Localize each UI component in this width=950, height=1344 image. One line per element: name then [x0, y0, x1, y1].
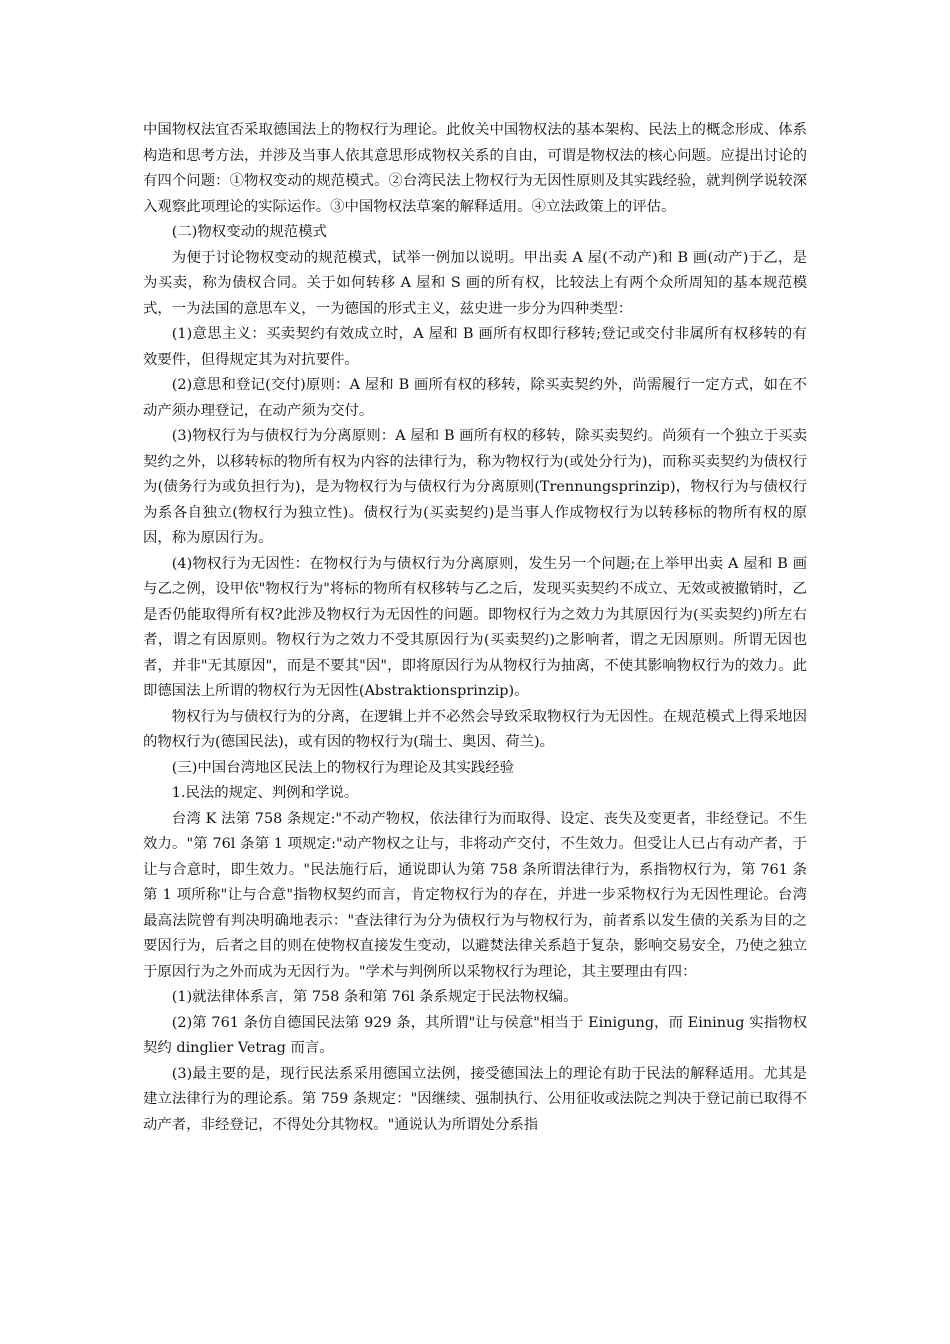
- list-item-4: (4)物权行为无因性：在物权行为与债权行为分离原则，发生另一个问题;在上举甲出卖 A 屋和 B 画与乙之例，设甲依"物权行为"将标的物所有权移转与乙之后，发现买卖契约不成立、无效或被撤销时，乙是否仍能取得所有权?此涉及物权行为无因性的问题。即物权行为之效力为其原因行为(买卖契约)所左右者，谓之有因原则。物权行为之效力不受其原因行为(买卖契约)之影响者，谓之无因原则。所谓无因也者，并非"无其原因"，而是不要其"因"，即将原因行为从物权行为抽离，不使其影响物权行为的效力。此即德国法上所谓的物权行为无因性(Abstraktionsprinzip)。: [143, 555, 807, 699]
- subsection-heading-1: 1.民法的规定、判例和学说。: [171, 785, 359, 801]
- paragraph-separation: 物权行为与债权行为的分离，在逻辑上并不必然会导致采取物权行为无因性。在规范模式上得采地因的物权行为(德国民法)，或有因的物权行为(瑞士、奥因、荷兰)。: [143, 708, 807, 750]
- list-item-3: (3)物权行为与债权行为分离原则：A 屋和 B 画所有权的移转，除买卖契约。尚须有一个独立于买卖契约之外，以移转标的物所有权为内容的法律行为，称为物权行为(或处分行为)，而称买卖契约为债权行为(债务行为或负担行为)，是为物权行为与债权行为分离原则(Trennungsprinzip)，物权行为与债权行为系各自独立(物权行为独立性)。债权行为(买卖契约)是当事人作成物权行为以转移标的物所有权的原因，称为原因行为。: [143, 428, 807, 546]
- reason-item-1: (1)就法律体系言，第 758 条和第 76l 条系规定于民法物权编。: [171, 989, 578, 1005]
- reason-item-2: (2)第 761 条仿自德国民法第 929 条，其所谓"让与侯意"相当于 Einigung，而 Eininug 实指物权契约 dinglier Vetrag 而言。: [143, 1014, 807, 1056]
- section-heading-2: (二)物权变动的规范模式: [171, 224, 327, 240]
- paragraph-example: 为便于讨论物权变动的规范模式，试举一例加以说明。甲出卖 A 屋(不动产)和 B 画(动产)于乙，是为买卖，称为债权合同。关于如何转移 A 屋和 S 画的所有权，比较法上有两个众所周知的基本规范模式，一为法国的意思车义，一为德国的形式主义，兹史进一步分为四种类型：: [143, 249, 807, 317]
- section-heading-3: (三)中国台湾地区民法上的物权行为理论及其实践经验: [171, 759, 515, 776]
- document-body: [143, 118, 807, 1138]
- paragraph-intro: 中国物权法宜否采取德国法上的物权行为理论。此攸关中国物权法的基本架构、民法上的概念形成、体系构造和思考方法，并涉及当事人依其意思形成物权关系的自由，可谓是物权法的核心问题。应提出讨论的有四个问题：①物权变动的规范模式。②台湾民法上物权行为无因性原则及其实践经验，就判例学说较深入观察此项理论的实际运作。③中国物权法草案的解释适用。④立法政策上的评估。: [143, 122, 807, 215]
- paragraph-taiwan-law: 台湾 K 法第 758 条规定:"不动产物权，依法律行为而取得、设定、丧失及变更者，非经登记。不生效力。"第 76l 条第 1 项规定:"动产物权之让与，非将动产交付，不生效力。但受让人已占有动产者，于让与合意时，即生效力。"民法施行后，通说即认为第 758 条所谓法律行为，系指物权行为，第 761 条第 1 项所称"让与合意"指物权契约而言，肯定物权行为的存在，并进一步采物权行为无因性理论。台湾最高法院曾有判决明确地表示："查法律行为分为债权行为与物权行为，前者系以发生债的关系为目的之要因行为，后者之目的则在使物权直接发生变动，以避焚法律关系趋于复杂，影响交易安全，乃使之独立于原因行为之外而成为无因行为。"学术与判例所以采物权行为理论，其主要理由有四：: [143, 810, 807, 980]
- reason-item-3: (3)最主要的是，现行民法系采用德国立法例，接受德国法上的理论有助于民法的解释适用。尤其是建立法律行为的理论系。第 759 条规定："因继续、强制执行、公用征收或法院之判决于登记前已取得不动产者，非经登记，不得处分其物权。"通说认为所谓处分系指: [143, 1065, 807, 1133]
- list-item-1: (1)意思主义：买卖契约有效成立时，A 屋和 B 画所有权即行移转;登记或交付非属所有权移转的有效要件，但得规定其为对抗要件。: [143, 326, 807, 368]
- list-item-2: (2)意思和登记(交付)原则：A 屋和 B 画所有权的移转，除买卖契约外，尚需履行一定方式，如在不动产须办理登记，在动产须为交付。: [143, 377, 807, 419]
